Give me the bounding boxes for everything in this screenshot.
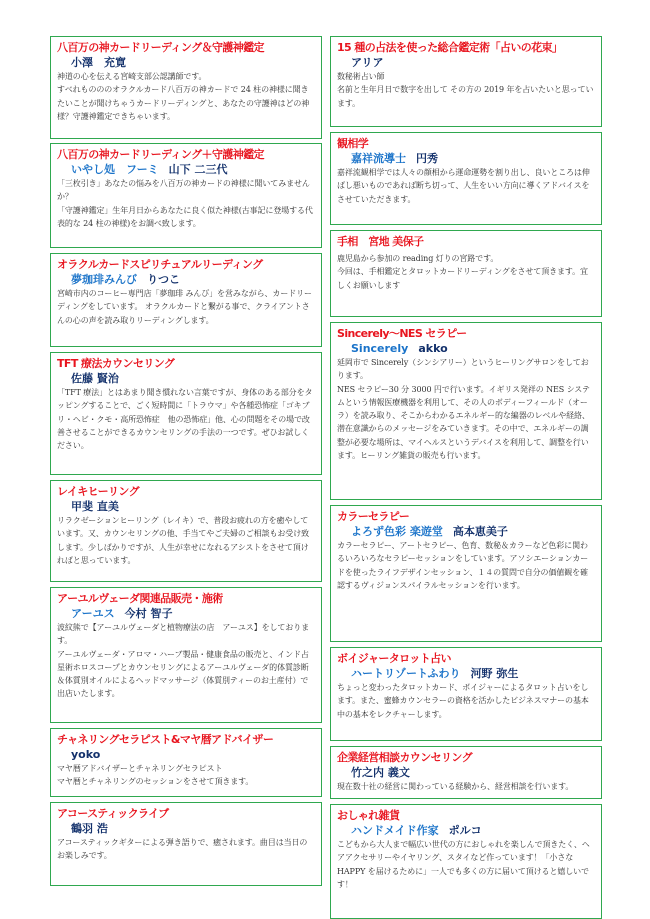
card-paragraph: 名前と生年月日で数字を出して その方の 2019 年を占いたいと思っています。 [337,85,594,108]
card-title: 企業経営相談カウンセリング [337,751,472,764]
vendor-card [330,230,602,317]
vendor-name-part: 小澤 充寛 [71,56,126,69]
card-paragraph: こどもから大人まで幅広い世代の方におしゃれを楽しんで頂きたく、ヘアアクセサリーやイヤリング、スタイなど作っています！「小さな HAPPY を届けるために」一人でも多くの方に届いて頂けると嬉しいです！ [337,840,590,889]
card-paragraph: NES セラピー30 分 3000 円で行います。イギリス発祥の NES システムという情報医療機器を利用して、その人のボディーフィールド（オーラ）を読み取り、そこからわかるエネルギー的な編器のレベルや経絡、潜在意識からのメッセージをみていきます。その中で、エネルギーの調整が必要な場所は、マイヘルスというデバイスを利用して、調整を行います。ヒーリング雑貨の販売も行います。 [337,384,590,461]
card-title: オラクルカードスピリチュアルリーディング [57,258,263,271]
card-paragraph: ちょっと変わったタロットカード、ボイジャーによるタロット占いをします。また、蜜蜂カウンセラーの資格を活かしたビジネスマナーの基本中の基本をレクチャーします。 [337,683,589,719]
card-body [57,287,315,327]
card-body [57,762,315,789]
vendor-name [337,151,595,166]
card-body [57,621,315,701]
card-paragraph: カラーセラピー、アートセラピー、色育、数秘＆カラーなど色彩に関わるいろいろなセラピーセッションをしています。アソシエーションカードを使ったライフデザインセッション、１４の質問で自分の価値観を確認するヴィジョンスパイラルセッションを行います。 [337,541,589,590]
card-body [57,177,315,230]
card-paragraph: リラクゼーションヒーリング（レイキ）で、普段お疲れの方を癒やしています。又、カウンセリングの他、手当てやご夫婦のご相談もお受け致します。少しばかりですが、人生が幸せになれるアシストをさせて頂ければと思っています。 [57,516,309,565]
vendor-name-part: アリア [351,56,384,69]
card-body [337,681,595,721]
vendor-name-part: akko [418,342,448,355]
vendor-name [57,272,315,287]
vendor-name-part: ハンドメイド作家 [351,824,439,837]
card-body [57,836,315,863]
vendor-name-part: りつこ [147,273,180,286]
card-paragraph: 「TFT 療法」とはあまり聞き慣れない言葉ですが、身体のある部分をタッピングすることで、ごく短時間に「トラウマ」や各種恐怖症「ゴキブリ・ヘビ・クモ・高所恐怖症 他の恐怖症」他、心の問題をその場で改善させることができるカウンセリングの手法の一つです。ぜひお試しください。 [57,388,313,451]
card-paragraph: 数秘術占い師 [337,72,385,81]
vendor-name-part: 鶴羽 浩 [71,822,108,835]
card-body [337,780,595,793]
vendor-name [337,823,595,838]
vendor-name-part: ハートリゾートふわり [351,667,461,680]
vendor-name-part: 高本恵美子 [452,525,508,538]
card-title: 八百万の神カードリーディング＆守護神鑑定 [57,41,264,54]
card-body [337,539,595,592]
card-title: レイキヒーリング [57,485,139,498]
vendor-name-part: よろず色彩 楽遊堂 [351,525,443,538]
vendor-card [330,36,602,127]
vendor-name [57,499,315,514]
vendor-name-part: 夢珈琲みんび [71,273,137,286]
card-title: チャネリングセラピスト&マヤ暦アドバイザー [57,733,274,746]
vendor-name [337,55,595,70]
vendor-card [330,804,602,919]
vendor-name [57,371,315,386]
vendor-name [337,341,595,356]
card-paragraph: 波紋熊で【アーユルヴェーダと植物療法の店 アーユス】をしております。 [57,623,309,646]
vendor-name-part: 佐藤 賢治 [71,372,119,385]
card-paragraph: マヤ暦アドバイザーとチャネリングセラピスト [57,764,223,773]
card-body [337,838,595,891]
vendor-card [330,505,602,642]
vendor-name-part: 嘉祥流導士 [351,152,406,165]
card-title: おしゃれ雑貨 [337,809,400,822]
vendor-card [50,143,322,248]
card-body [337,252,595,292]
card-title: ボイジャータロット占い [337,652,451,665]
card-body [337,166,595,206]
card-paragraph: マヤ暦とチャネリングのセッションをさせて頂きます。 [57,777,254,787]
vendor-name-part: yoko [71,748,101,761]
vendor-card [50,802,322,886]
vendor-name-part: Sincerely [351,342,409,355]
card-paragraph: 現在数十社の経営に関わっている経験から、経営相談を行います。 [337,782,574,791]
vendor-name [57,55,315,70]
card-paragraph: アコースティックギターによる弾き語りで、癒されます。曲目は当日のお楽しみです。 [57,838,308,861]
card-paragraph: 「三枚引き」あなたの悩みを八百万の神カードの神様に聞いてみませんか？ [57,179,310,202]
vendor-name-part: 今村 智子 [124,607,173,620]
card-title: アコースティックライブ [57,807,169,820]
vendor-name [337,765,595,780]
card-paragraph: 宮崎市内のコーヒー専門店「夢珈琲 みんび」を営みながら、カードリーディングをしています。 オラクルカードと繋がる事で、クライアントさんの心の声を読み取りリーディングします。 [57,289,312,325]
card-body [337,70,595,110]
vendor-card [50,253,322,347]
card-body [57,70,315,123]
card-paragraph: 神道の心を伝える宮崎支部公認講師です。 [57,72,207,81]
vendor-card [50,728,322,797]
vendor-card [50,352,322,475]
vendor-card [330,132,602,225]
vendor-name-part: 河野 弥生 [470,667,519,680]
vendor-name [337,524,595,539]
vendor-card [330,647,602,741]
vendor-card [50,36,322,139]
vendor-card [50,587,322,723]
vendor-name-part: いやし処 フーミ [71,163,159,176]
vendor-card [330,322,602,500]
vendor-card [50,480,322,582]
card-paragraph: 鹿児島から参加の reading 灯りの宮路です。 [337,254,499,263]
vendor-name [57,747,315,762]
vendor-name-part: 竹之内 義文 [351,766,410,779]
card-title: 観相学 [337,137,369,150]
card-body [57,514,315,567]
card-title: 15 種の占法を使った総合鑑定術「占いの花束」 [337,41,563,54]
vendor-name [57,606,315,621]
vendor-name [57,821,315,836]
vendor-name [337,666,595,681]
vendor-name-part: 円秀 [416,152,438,165]
vendor-card [330,746,602,799]
card-body [337,356,595,462]
card-paragraph: 延岡市で Sincerely（シンシアリー）というヒーリングサロンをしております。 [337,358,589,381]
vendor-name-part: ポルコ [448,824,482,837]
card-title: カラーセラピー [337,510,410,523]
card-title: 手相 宮地 美保子 [337,235,424,248]
vendor-name [57,162,315,177]
card-paragraph: アーユルヴェーダ・アロマ・ハーブ製品・健康食品の販売と、インド占星術ホロスコープとカウンセリングによるアーユルヴェーダ的体質診断＆体質別オイルによるヘッドマッサージ（体質別ティーのお土産付）で出店いたします。 [57,649,309,699]
card-paragraph: 今回は、手相鑑定とタロットカードリーディングをさせて頂きます。宜しくお願いします [337,267,588,290]
card-title: TFT 療法カウンセリング [57,357,175,370]
card-paragraph: 嘉祥流観相学では人々の顔相から運命運勢を割り出し、良いところは伸ばし悪いものであれば断ち切って、人生をいい方向に導くアドバイスをさせていただきます。 [337,168,590,204]
card-body [57,386,315,452]
card-title: アーユルヴェーダ関連品販売・施術 [57,592,223,605]
vendor-name-part: 山下 二三代 [168,163,228,176]
vendor-name-part: 甲斐 直美 [71,500,119,513]
card-paragraph: すべれものののオラクルカード八百万の神カードで 24 柱の神様に聞きたいことが聞けちゃうカードリーディングと、あなたの守護神はどの神様？守護神鑑定できちゃいます。 [57,85,310,121]
vendor-name-part: アーユス [71,607,115,620]
card-title: 八百万の神カードリーディング＋守護神鑑定 [57,148,264,161]
card-paragraph: 「守護神鑑定」生年月日からあなたに良く似た神様(古事記に登場する代表的な 24 柱の神様)をお調べ致します。 [57,205,313,228]
card-title: Sincerely～NES セラピー [337,327,467,340]
